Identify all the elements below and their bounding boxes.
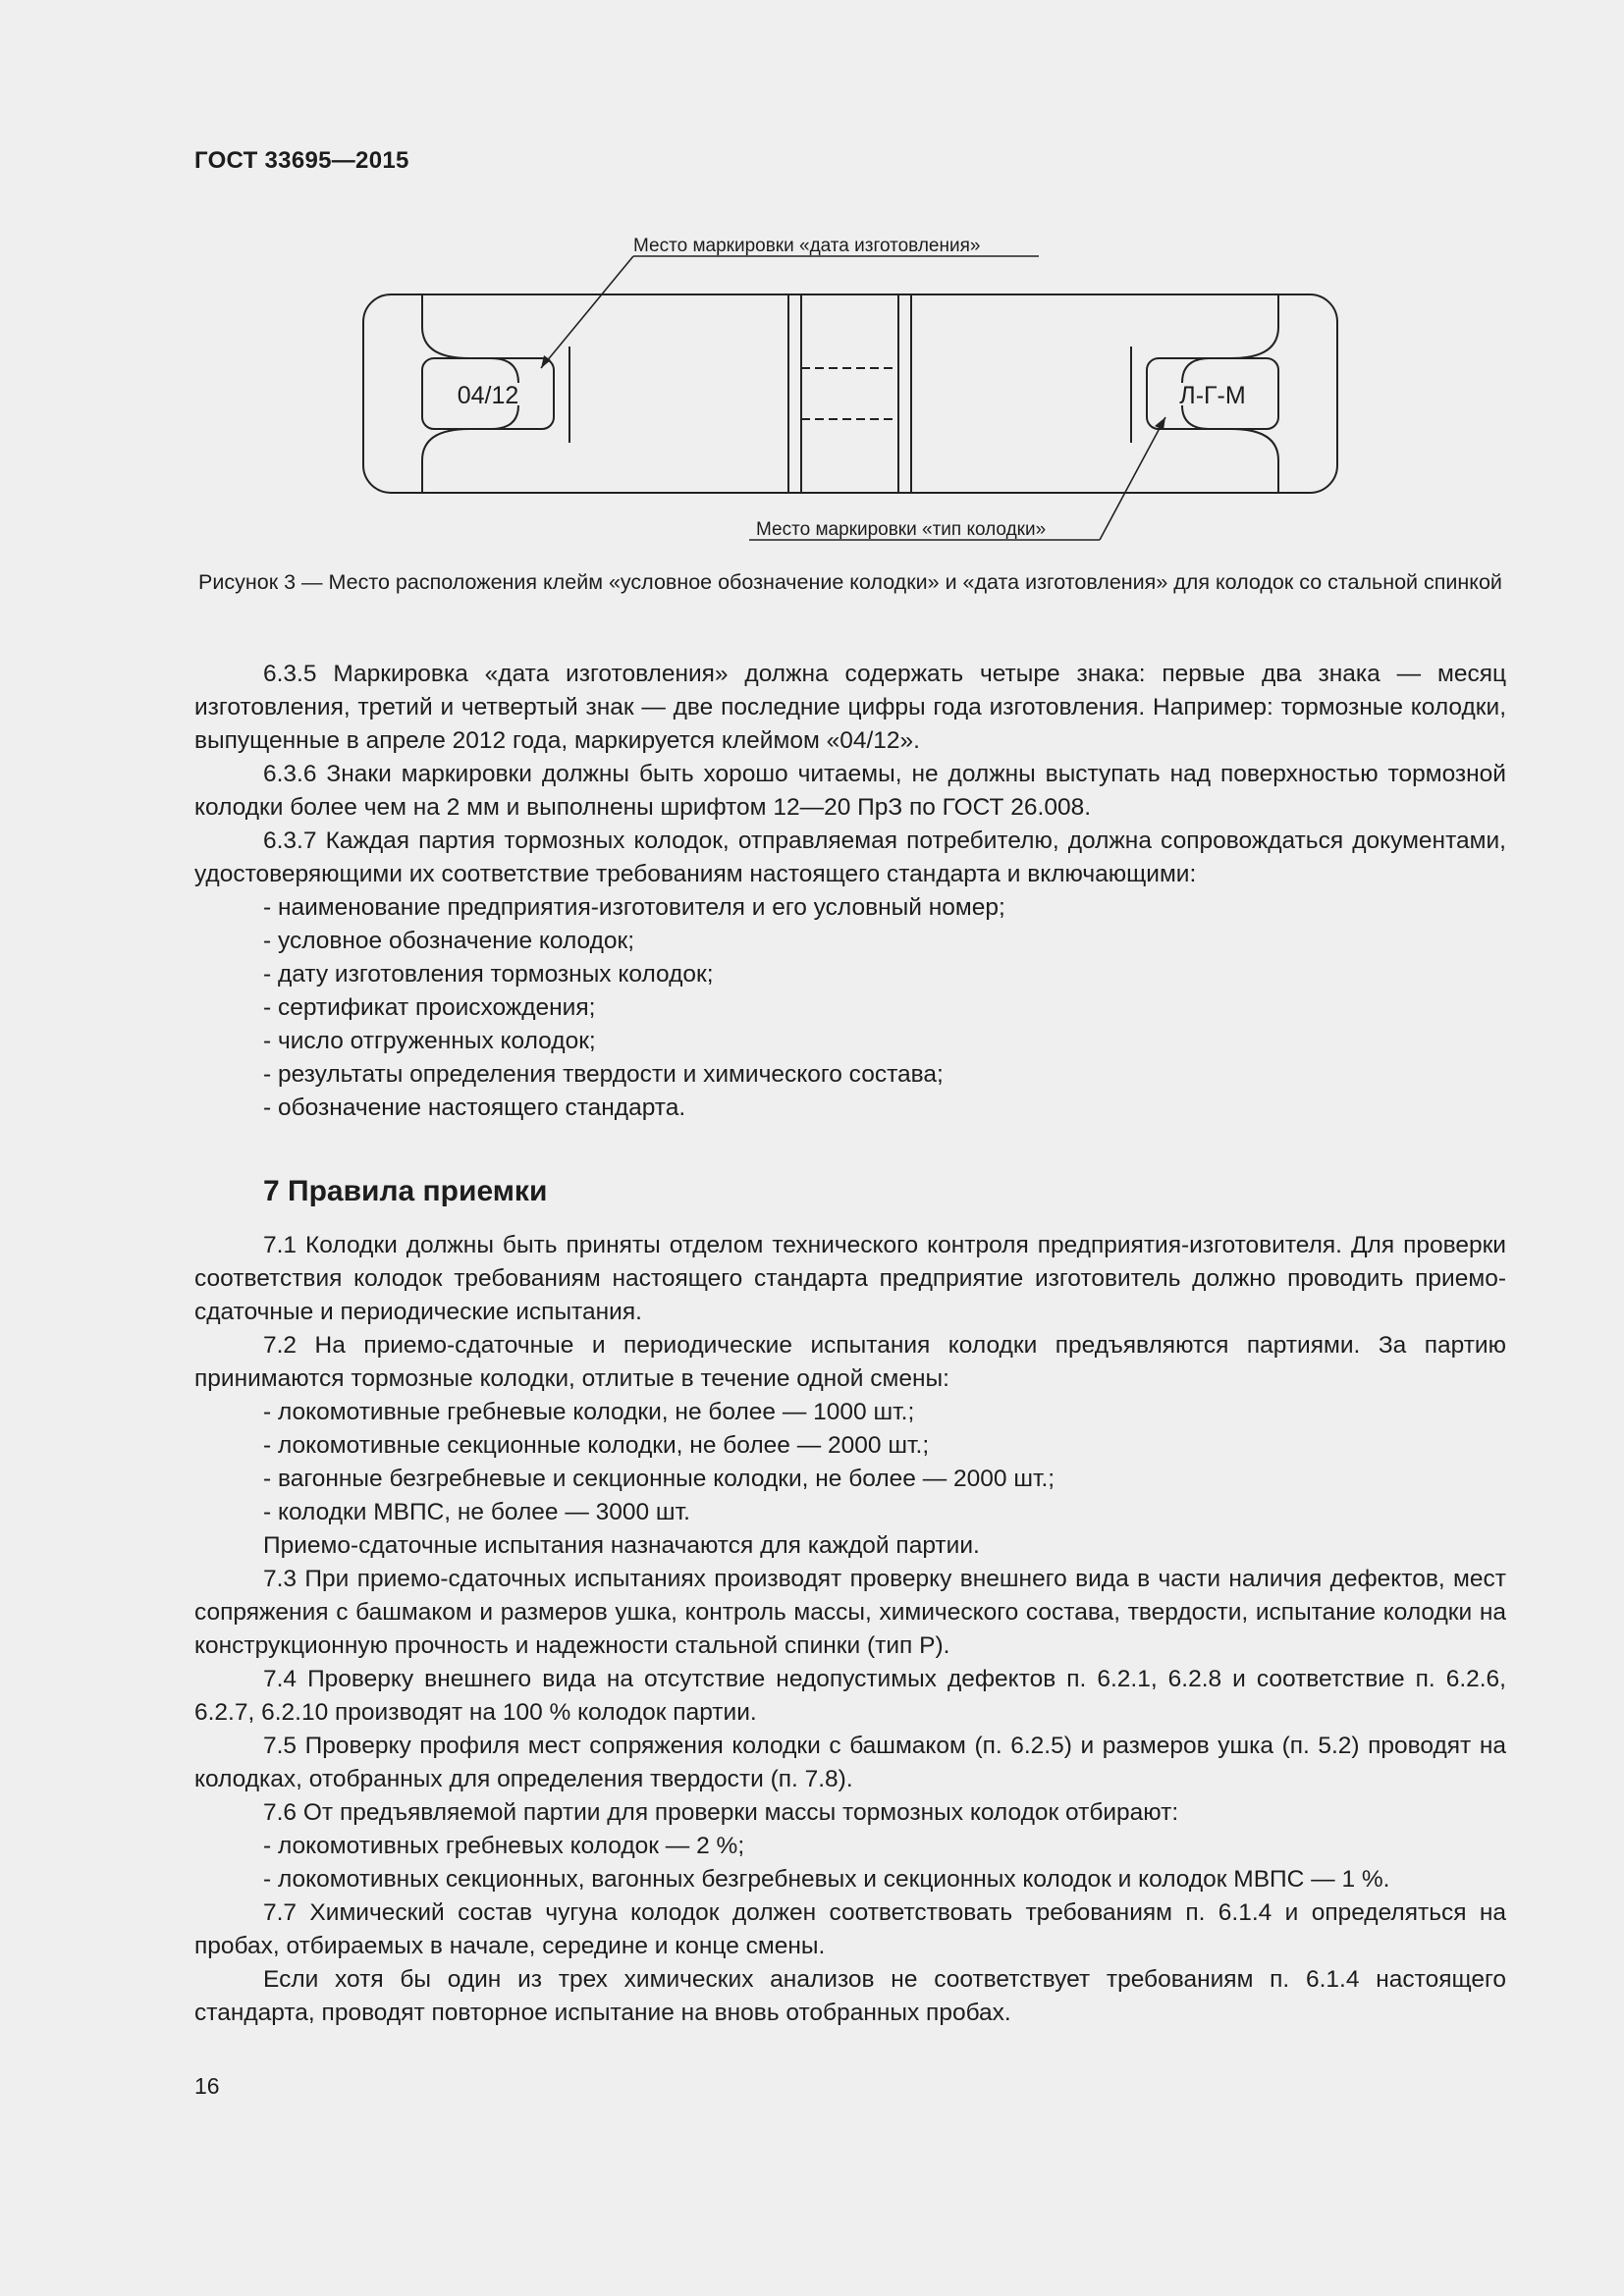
list-item: - число отгруженных колодок; [263, 1028, 596, 1054]
list-item: - локомотивные гребневые колодки, не более — 1000 шт.; [263, 1399, 915, 1425]
left-rib-bottom [422, 405, 518, 493]
right-rib-top [1182, 294, 1278, 383]
list-item: - сертификат происхождения; [263, 994, 596, 1021]
list-item: - обозначение настоящего стандарта. [263, 1095, 686, 1121]
type-stamp-text: Л-Г-М [1179, 382, 1246, 409]
brake-shoe-diagram [353, 221, 1355, 555]
figure-caption: Рисунок 3 — Место расположения клейм «условное обозначение колодки» и «дата изготовления» для колодок со стальной спинкой [198, 570, 1502, 594]
document-body [194, 658, 1506, 2030]
paragraph-6-3-7: 6.3.7 Каждая партия тормозных колодок, отправляемая потребителю, должна сопровождаться документами, удостоверяющими их соответствие требованиям настоящего стандарта и включающими: [194, 828, 1506, 887]
list-item: - результаты определения твердости и химического состава; [263, 1061, 944, 1088]
paragraph-6-3-6: 6.3.6 Знаки маркировки должны быть хорошо читаемы, не должны выступать над поверхностью тормозной колодки более чем на 2 мм и выполнены шрифтом 12—20 ПрЗ по ГОСТ 26.008. [194, 761, 1506, 821]
paragraph-7-1: 7.1 Колодки должны быть приняты отделом технического контроля предприятия-изготовителя. Для проверки соответствия колодок требованиям настоящего стандарта предприятие изготовитель должно проводить приемо-сдаточные и периодические испытания. [194, 1232, 1506, 1325]
paragraph-7-7: 7.7 Химический состав чугуна колодок должен соответствовать требованиям п. 6.1.4 и определяться на пробах, отбираемых в начале, середине и конце смены. [194, 1899, 1506, 1959]
paragraph-6-3-5: 6.3.5 Маркировка «дата изготовления» должна содержать четыре знака: первые два знака — месяц изготовления, третий и четвертый знак — две последние цифры года изготовления. Например: тормозные колодки, выпущенные в апреле 2012 года, маркируется клеймом «04/12». [194, 661, 1506, 754]
list-item: - условное обозначение колодок; [263, 928, 635, 954]
paragraph-7-7-note: Если хотя бы один из трех химических анализов не соответствует требованиям п. 6.1.4 настоящего стандарта, проводят повторное испытание на вновь отобранных пробах. [194, 1966, 1506, 2026]
list-item: - колодки МВПС, не более — 3000 шт. [263, 1499, 690, 1525]
list-item: - наименование предприятия-изготовителя и его условный номер; [263, 894, 1005, 921]
list-item: - вагонные безгребневые и секционные колодки, не более — 2000 шт.; [263, 1466, 1056, 1492]
page-number: 16 [194, 2073, 220, 2099]
list-item: - локомотивных секционных, вагонных безгребневых и секционных колодок и колодок МВПС — 1 %. [263, 1866, 1390, 1893]
list-item: - локомотивных гребневых колодок — 2 %; [263, 1833, 745, 1859]
date-marking-label: Место маркировки «дата изготовления» [633, 236, 981, 256]
left-rib-top [422, 294, 518, 383]
document-code: ГОСТ 33695—2015 [194, 147, 409, 174]
paragraph-7-6: 7.6 От предъявляемой партии для проверки массы тормозных колодок отбирают: [263, 1799, 1179, 1826]
paragraph-7-2-note: Приемо-сдаточные испытания назначаются для каждой партии. [263, 1532, 980, 1559]
section-heading-7: 7 Правила приемки [263, 1175, 548, 1207]
paragraph-7-5: 7.5 Проверку профиля мест сопряжения колодки с башмаком (п. 6.2.5) и размеров ушка (п. 5.2) проводят на колодках, отобранных для определения твердости (п. 7.8). [194, 1733, 1506, 1792]
date-stamp-text: 04/12 [457, 382, 519, 409]
right-rib-bottom [1182, 405, 1278, 493]
type-marking-label: Место маркировки «тип колодки» [756, 519, 1047, 540]
paragraph-7-4: 7.4 Проверку внешнего вида на отсутствие недопустимых дефектов п. 6.2.1, 6.2.8 и соответствие п. 6.2.6, 6.2.7, 6.2.10 производят на 100 % колодок партии. [194, 1666, 1506, 1726]
list-item: - локомотивные секционные колодки, не более — 2000 шт.; [263, 1432, 930, 1459]
paragraph-7-3: 7.3 При приемо-сдаточных испытаниях производят проверку внешнего вида в части наличия дефектов, мест сопряжения с башмаком и размеров ушка, контроль массы, химического состава, твердости, испытание колодки на конструкционную прочность и надежности стальной спинки (тип Р). [194, 1566, 1506, 1659]
paragraph-7-2: 7.2 На приемо-сдаточные и периодические испытания колодки предъявляются партиями. За партию принимаются тормозные колодки, отлитые в течение одной смены: [194, 1332, 1506, 1392]
list-item: - дату изготовления тормозных колодок; [263, 961, 714, 988]
